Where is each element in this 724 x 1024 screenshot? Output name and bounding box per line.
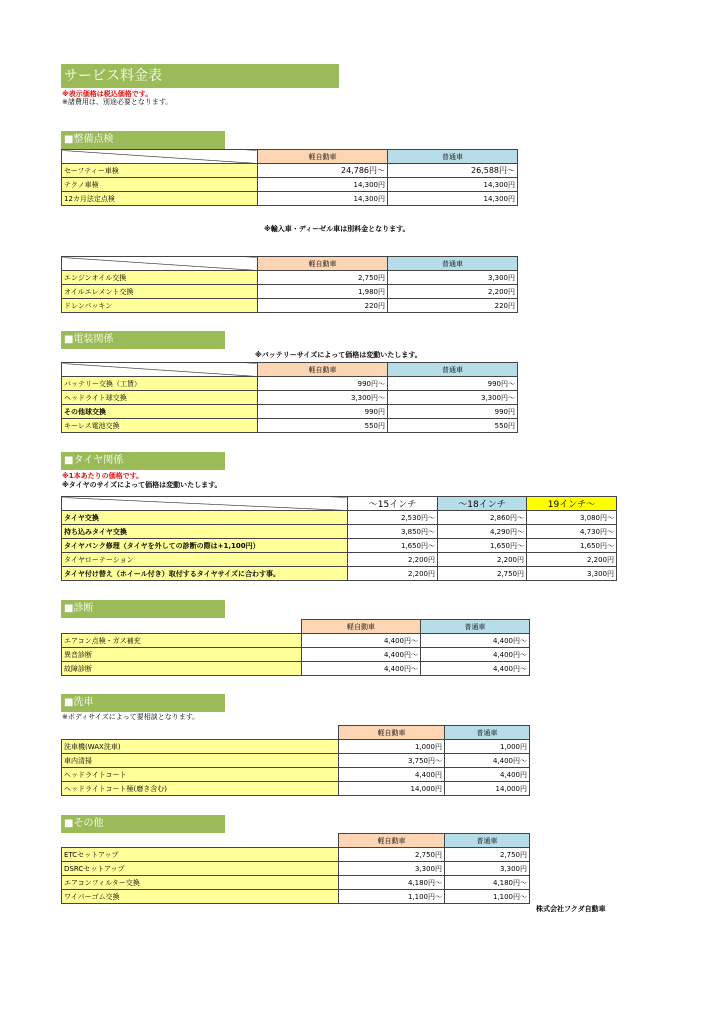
header-18inch: ～18インチ	[438, 497, 527, 511]
table-row	[62, 740, 530, 754]
per-tire-note: ※1本あたりの価格です。	[62, 472, 144, 480]
price-futsu: 4,400円～	[421, 634, 530, 648]
price-futsu: 4,400円	[445, 768, 530, 782]
price-futsu: 4,180円～	[445, 876, 530, 890]
row-label: ワイパーゴム交換	[62, 890, 339, 904]
row-label: オイルエレメント交換	[62, 285, 258, 299]
price-futsu: 2,750円	[445, 848, 530, 862]
price-futsu: 3,300円	[445, 862, 530, 876]
header-kei: 軽自動車	[258, 257, 388, 271]
row-label: タイヤ付け替え（ホイール付き）取付するタイヤサイズに合わす事。	[62, 567, 348, 581]
price-futsu: 1,100円～	[445, 890, 530, 904]
empty-header-cell	[62, 726, 339, 740]
table-row	[62, 419, 518, 433]
price-futsu: 4,400円～	[445, 754, 530, 768]
price-kei: 2,750円	[258, 271, 388, 285]
diagonal-header-cell	[62, 363, 258, 377]
price-19inch: 1,650円～	[527, 539, 617, 553]
row-label: エアコン点検・ガス補充	[62, 634, 302, 648]
body-size-note: ※ボディサイズによって要相談となります。	[62, 713, 200, 721]
section-header-electrical: ■電装関係	[61, 331, 225, 349]
row-label: エアコンフィルター交換	[62, 876, 339, 890]
row-label: ETCセットアップ	[62, 848, 339, 862]
other-table	[61, 833, 530, 904]
price-kei: 14,300円	[258, 192, 388, 206]
price-futsu: 990円～	[388, 377, 518, 391]
table-row	[62, 511, 617, 525]
price-18inch: 1,650円～	[438, 539, 527, 553]
diagonal-header-cell	[62, 257, 258, 271]
price-19inch: 4,730円～	[527, 525, 617, 539]
price-15inch: 1,650円～	[348, 539, 438, 553]
header-futsu: 普通車	[388, 257, 518, 271]
table-row	[62, 862, 530, 876]
diagonal-header-cell	[62, 497, 348, 511]
price-kei: 4,180円～	[339, 876, 445, 890]
price-futsu: 4,400円～	[421, 662, 530, 676]
price-futsu: 1,000円	[445, 740, 530, 754]
table-row	[62, 525, 617, 539]
electrical-table	[61, 362, 518, 433]
row-label: 異音診断	[62, 648, 302, 662]
tire-size-note: ※タイヤのサイズによって価格は変動いたします。	[62, 481, 222, 489]
table-row	[62, 782, 530, 796]
table-row	[62, 890, 530, 904]
battery-note: ※バッテリーサイズによって価格は変動いたします。	[255, 351, 422, 359]
maintenance-table	[61, 149, 518, 206]
row-label: その他球交換	[62, 405, 258, 419]
price-18inch: 2,860円～	[438, 511, 527, 525]
price-kei: 14,000円	[339, 782, 445, 796]
price-kei: 14,300円	[258, 178, 388, 192]
price-18inch: 4,290円～	[438, 525, 527, 539]
price-kei: 4,400円～	[302, 634, 421, 648]
header-futsu: 普通車	[445, 834, 530, 848]
oil-table	[61, 256, 518, 313]
row-label: エンジンオイル交換	[62, 271, 258, 285]
table-row	[62, 377, 518, 391]
price-19inch: 2,200円	[527, 553, 617, 567]
header-futsu: 普通車	[388, 150, 518, 164]
row-label: ヘッドライトコート	[62, 768, 339, 782]
price-15inch: 2,200円	[348, 553, 438, 567]
table-row	[62, 648, 530, 662]
price-futsu: 4,400円～	[421, 648, 530, 662]
page-title: サービス料金表	[61, 64, 339, 88]
price-futsu: 14,000円	[445, 782, 530, 796]
price-kei: 1,980円	[258, 285, 388, 299]
row-label: ドレンパッキン	[62, 299, 258, 313]
price-futsu: 3,300円	[388, 271, 518, 285]
row-label: セーフティー車検	[62, 164, 258, 178]
table-row	[62, 178, 518, 192]
table-row	[62, 539, 617, 553]
section-header-tire: ■タイヤ関係	[61, 452, 225, 470]
price-futsu: 14,300円	[388, 178, 518, 192]
header-kei: 軽自動車	[339, 726, 445, 740]
price-futsu: 220円	[388, 299, 518, 313]
price-kei: 550円	[258, 419, 388, 433]
price-futsu: 990円	[388, 405, 518, 419]
empty-header-cell	[62, 620, 302, 634]
price-futsu: 3,300円～	[388, 391, 518, 405]
section-header-wash: ■洗車	[61, 694, 225, 712]
price-kei: 24,786円～	[258, 164, 388, 178]
table-row	[62, 553, 617, 567]
table-row	[62, 271, 518, 285]
price-kei: 3,750円～	[339, 754, 445, 768]
header-19inch: 19インチ～	[527, 497, 617, 511]
row-label: タイヤローテーション	[62, 553, 348, 567]
row-label: 持ち込みタイヤ交換	[62, 525, 348, 539]
price-futsu: 2,200円	[388, 285, 518, 299]
header-kei: 軽自動車	[258, 150, 388, 164]
tax-note: ※表示価格は税込価格です。	[62, 90, 153, 98]
table-row	[62, 768, 530, 782]
empty-header-cell	[62, 834, 339, 848]
wash-table	[61, 725, 530, 796]
price-kei: 4,400円～	[302, 648, 421, 662]
diagonal-header-cell	[62, 150, 258, 164]
section-header-diagnosis: ■診断	[61, 600, 225, 618]
price-19inch: 3,300円	[527, 567, 617, 581]
table-row	[62, 285, 518, 299]
price-18inch: 2,750円	[438, 567, 527, 581]
table-row	[62, 192, 518, 206]
row-label: テクノ車検	[62, 178, 258, 192]
table-row	[62, 754, 530, 768]
row-label: 車内清掃	[62, 754, 339, 768]
price-15inch: 3,850円～	[348, 525, 438, 539]
price-18inch: 2,200円	[438, 553, 527, 567]
table-row	[62, 634, 530, 648]
row-label: DSRCセットアップ	[62, 862, 339, 876]
table-row	[62, 405, 518, 419]
table-row	[62, 567, 617, 581]
header-kei: 軽自動車	[302, 620, 421, 634]
row-label: 洗車機(WAX洗車)	[62, 740, 339, 754]
header-futsu: 普通車	[388, 363, 518, 377]
misc-note: ※諸費用は、別途必要となります。	[62, 98, 173, 106]
price-kei: 990円	[258, 405, 388, 419]
price-kei: 990円～	[258, 377, 388, 391]
row-label: タイヤパンク修理（タイヤを外しての診断の際は+1,100円）	[62, 539, 348, 553]
price-kei: 2,750円	[339, 848, 445, 862]
price-kei: 220円	[258, 299, 388, 313]
tire-table	[61, 496, 617, 581]
price-15inch: 2,530円～	[348, 511, 438, 525]
import-car-note: ※輸入車・ディーゼル車は別料金となります。	[264, 225, 410, 233]
price-15inch: 2,200円	[348, 567, 438, 581]
row-label: キーレス電池交換	[62, 419, 258, 433]
row-label: ヘッドライトコート極(磨き含む)	[62, 782, 339, 796]
row-label: 12カ月法定点検	[62, 192, 258, 206]
table-row	[62, 662, 530, 676]
table-row	[62, 164, 518, 178]
table-row	[62, 391, 518, 405]
section-header-other: ■その他	[61, 815, 225, 833]
price-kei: 3,300円～	[258, 391, 388, 405]
row-label: ヘッドライト球交換	[62, 391, 258, 405]
header-15inch: ～15インチ	[348, 497, 438, 511]
row-label: 故障診断	[62, 662, 302, 676]
diagnosis-table	[61, 619, 530, 676]
company-name: 株式会社フクダ自動車	[536, 905, 606, 913]
header-kei: 軽自動車	[258, 363, 388, 377]
table-row	[62, 299, 518, 313]
price-kei: 4,400円	[339, 768, 445, 782]
table-row	[62, 848, 530, 862]
table-row	[62, 876, 530, 890]
row-label: タイヤ交換	[62, 511, 348, 525]
price-futsu: 550円	[388, 419, 518, 433]
price-kei: 1,100円～	[339, 890, 445, 904]
header-futsu: 普通車	[421, 620, 530, 634]
price-kei: 1,000円	[339, 740, 445, 754]
price-futsu: 26,588円～	[388, 164, 518, 178]
header-kei: 軽自動車	[339, 834, 445, 848]
header-futsu: 普通車	[445, 726, 530, 740]
price-19inch: 3,080円～	[527, 511, 617, 525]
section-header-maintenance: ■整備点検	[61, 131, 225, 149]
price-kei: 4,400円～	[302, 662, 421, 676]
row-label: バッテリー交換（工賃）	[62, 377, 258, 391]
price-kei: 3,300円	[339, 862, 445, 876]
price-futsu: 14,300円	[388, 192, 518, 206]
